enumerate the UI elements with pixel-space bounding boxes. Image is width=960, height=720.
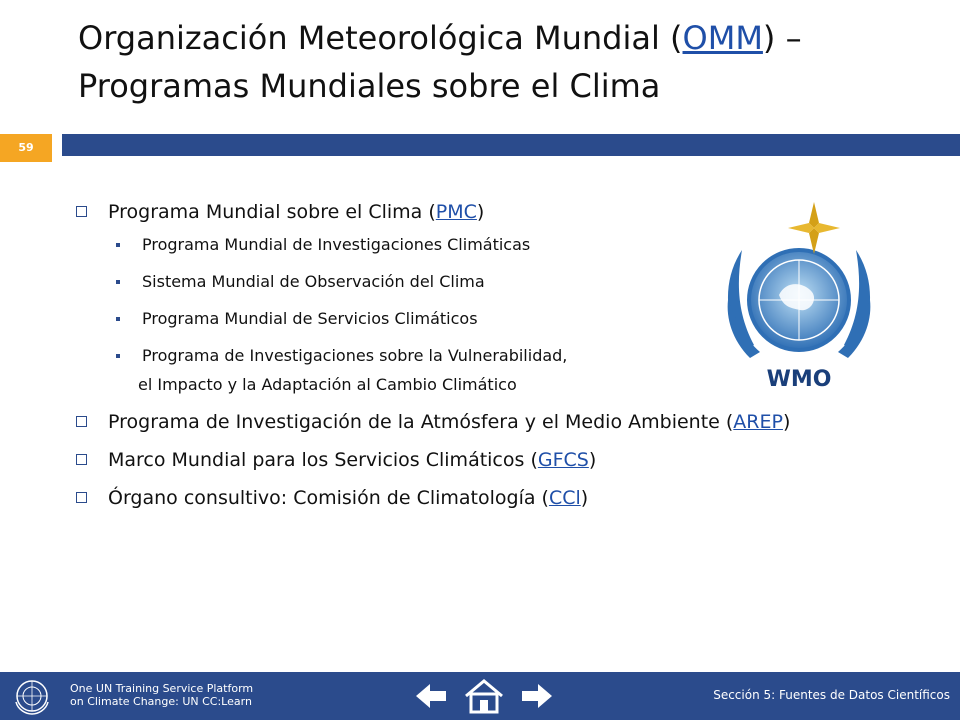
square-bullet-icon xyxy=(76,416,87,427)
arrow-left-icon[interactable] xyxy=(412,678,452,714)
title-suffix: ) – xyxy=(762,19,802,57)
footer-bar xyxy=(0,672,960,720)
platform-text xyxy=(70,682,253,708)
bullet-arep xyxy=(76,410,956,434)
link-gfcs[interactable]: GFCS xyxy=(537,449,589,471)
sub-bullet-text: Programa de Investigaciones sobre la Vulnerabilidad, xyxy=(142,346,568,365)
platform-line-1: One UN Training Service Platform xyxy=(70,682,254,695)
bullet-text-end: ) xyxy=(580,487,589,509)
square-bullet-icon xyxy=(76,206,87,217)
bullet-text: Marco Mundial para los Servicios Climáticos ( xyxy=(108,449,538,471)
small-square-bullet-icon xyxy=(116,280,120,284)
small-square-bullet-icon xyxy=(116,354,120,358)
square-bullet-icon xyxy=(76,492,87,503)
wmo-logo-text: WMO xyxy=(766,367,832,392)
bullet-text: Órgano consultivo: Comisión de Climatología ( xyxy=(108,487,549,509)
sub-bullet-4-continuation: el Impacto y la Adaptación al Cambio Climático xyxy=(138,375,517,394)
link-ccl[interactable]: CCl xyxy=(548,487,581,509)
section-label: Sección 5: Fuentes de Datos Científicos xyxy=(713,688,950,702)
sub-bullet-text: Programa Mundial de Investigaciones Climáticas xyxy=(142,235,531,254)
bullet-text-end: ) xyxy=(782,411,791,433)
bullet-text: Programa de Investigación de la Atmósfera y el Medio Ambiente ( xyxy=(108,411,734,433)
sub-bullet-text: Programa Mundial de Servicios Climáticos xyxy=(142,309,478,328)
sub-bullet-text: Sistema Mundial de Observación del Clima xyxy=(142,272,485,291)
platform-line-2: on Climate Change: UN CC:Learn xyxy=(70,695,252,708)
bullet-text-end: ) xyxy=(476,201,485,223)
un-emblem-icon xyxy=(12,676,52,716)
slide-number: 59 xyxy=(0,134,52,162)
slide-title xyxy=(78,14,948,110)
link-pmc[interactable]: PMC xyxy=(435,201,477,223)
link-arep[interactable]: AREP xyxy=(733,411,783,433)
title-line2: Programas Mundiales sobre el Clima xyxy=(78,67,661,105)
wmo-emblem-icon xyxy=(714,200,884,396)
bullet-gfcs xyxy=(76,448,956,472)
bullet-text: Programa Mundial sobre el Clima ( xyxy=(108,201,436,223)
arrow-right-icon[interactable] xyxy=(516,678,556,714)
title-link-omm[interactable]: OMM xyxy=(682,19,763,57)
small-square-bullet-icon xyxy=(116,317,120,321)
wmo-logo xyxy=(714,200,884,396)
home-icon[interactable] xyxy=(462,678,506,714)
small-square-bullet-icon xyxy=(116,243,120,247)
bullet-ccl xyxy=(76,486,956,510)
bullet-text-end: ) xyxy=(588,449,597,471)
title-prefix: Organización Meteorológica Mundial ( xyxy=(78,19,683,57)
square-bullet-icon xyxy=(76,454,87,465)
title-rule xyxy=(62,134,960,156)
